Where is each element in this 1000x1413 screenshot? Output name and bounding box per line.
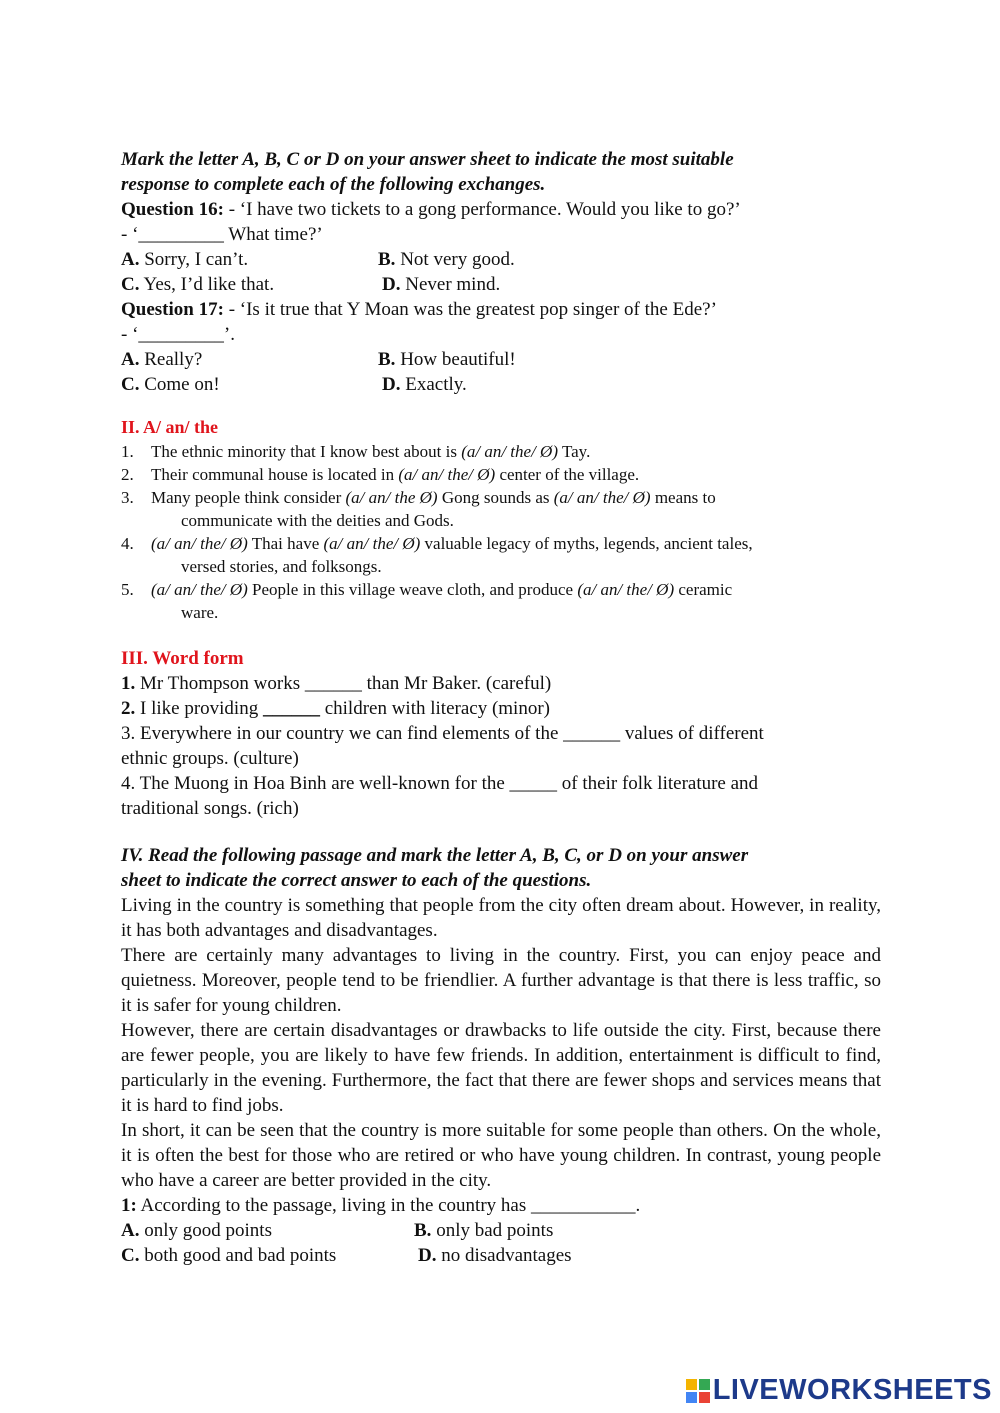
s4-question-1: 1: According to the passage, living in the country has ___________. xyxy=(121,1195,641,1216)
q16-text: - ‘I have two tickets to a gong performance. Would you like to go?’ xyxy=(223,199,741,220)
s3-question-2: 2. I like providing ______ children with literacy (minor) xyxy=(121,698,550,719)
s2-item-5-cont: ware. xyxy=(181,603,219,622)
article-choice[interactable]: (a/ an/ the/ Ø) xyxy=(398,465,496,484)
q17-text: - ‘Is it true that Y Moan was the greatest pop singer of the Ede?’ xyxy=(223,299,717,320)
question-17 xyxy=(121,297,881,322)
q16-options-cd xyxy=(121,272,881,297)
article-choice[interactable]: (a/ an/ the/ Ø) xyxy=(461,442,558,461)
s4-options-cd xyxy=(121,1243,881,1268)
s3-question-1: 1. Mr Thompson works ______ than Mr Baker. (careful) xyxy=(121,673,552,694)
worksheet xyxy=(121,147,881,1268)
article-choice[interactable]: (a/ an/ the/ Ø) xyxy=(577,580,675,599)
s3-question-4: 4. The Muong in Hoa Binh are well-known for the _____ of their folk literature and xyxy=(121,773,759,794)
q17-option-d[interactable]: D. Exactly. xyxy=(382,374,467,395)
q17-options-cd xyxy=(121,372,881,397)
q16-label: Question 16: xyxy=(121,199,224,220)
s4-option-b[interactable]: B. only bad points xyxy=(414,1220,554,1241)
q16-options-ab xyxy=(121,247,881,272)
s2-item-2: 2. Their communal house is located in (a/ an/ the/ Ø) center of the village. xyxy=(121,465,640,484)
q17-options-ab xyxy=(121,347,881,372)
q17-label: Question 17: xyxy=(121,299,224,320)
s3-question-3: 3. Everywhere in our country we can find elements of the ______ values of different xyxy=(121,723,764,744)
q17-option-a[interactable]: A. Really? xyxy=(121,349,203,370)
article-choice[interactable]: (a/ an/ the/ Ø) xyxy=(151,534,248,553)
q17-option-b[interactable]: B. How beautiful! xyxy=(378,349,516,370)
s2-item-4-cont: versed stories, and folksongs. xyxy=(181,557,382,576)
s2-item-1: 1. The ethnic minority that I know best about is (a/ an/ the/ Ø) Tay. xyxy=(121,442,591,461)
blank[interactable]: ______ xyxy=(262,698,320,719)
article-choice[interactable]: (a/ an/ the/ Ø) xyxy=(553,488,651,507)
passage-paragraph-1: Living in the country is something that people from the city often dream about. However, in reality, it has both advantages and disadvantages. xyxy=(121,895,881,941)
s2-item-3: 3. Many people think consider (a/ an/ the Ø) Gong sounds as (a/ an/ the/ Ø) means to xyxy=(121,488,716,507)
q16-option-d[interactable]: D. Never mind. xyxy=(382,274,501,295)
s2-item-4: 4. (a/ an/ the/ Ø) Thai have (a/ an/ the/ Ø) valuable legacy of myths, legends, ancient tales, xyxy=(121,534,753,553)
instruction-line-2: response to complete each of the following exchanges. xyxy=(121,174,546,195)
instruction-line-1: Mark the letter A, B, C or D on your answer sheet to indicate the most suitable xyxy=(121,149,734,170)
passage-paragraph-2: There are certainly many advantages to living in the country. First, you can enjoy peace and quietness. Moreover, people tend to be friendlier. A further advantage is that there is less traffic, so it is safer for young children. xyxy=(121,945,881,1016)
s4-option-c[interactable]: C. both good and bad points xyxy=(121,1245,337,1266)
passage-paragraph-3: However, there are certain disadvantages or drawbacks to life outside the city. First, because there are fewer people, you are likely to have few friends. In addition, entertainment is difficult to find, particularly in the evening. Furthermore, the fact that there are fewer shops and services means that it is hard to find jobs. xyxy=(121,1020,881,1116)
q16-option-c[interactable]: C. Yes, I’d like that. xyxy=(121,274,275,295)
passage-paragraph-4: In short, it can be seen that the country is more suitable for some people than others. On the whole, it is often the best for those who are retired or who have young children. In contrast, young people who have a career are better provided in the city. xyxy=(121,1120,881,1191)
q16-option-b[interactable]: B. Not very good. xyxy=(378,249,515,270)
liveworksheets-footer xyxy=(686,1374,992,1407)
section-2-title: II. A/ an/ the xyxy=(121,417,219,437)
q17-option-c[interactable]: C. Come on! xyxy=(121,374,220,395)
q16-option-a[interactable]: A. Sorry, I can’t. xyxy=(121,249,249,270)
s4-option-a[interactable]: A. only good points xyxy=(121,1220,272,1241)
article-choice[interactable]: (a/ an/ the/ Ø) xyxy=(323,534,421,553)
s4-option-d[interactable]: D. no disadvantages xyxy=(418,1245,572,1266)
s2-item-3-cont: communicate with the deities and Gods. xyxy=(181,511,454,530)
q16-response: - ‘_________ What time?’ xyxy=(121,224,323,245)
section-4-title-2: sheet to indicate the correct answer to each of the questions. xyxy=(121,870,592,891)
s3-question-3-cont: ethnic groups. (culture) xyxy=(121,748,299,769)
liveworksheets-logo-icon xyxy=(686,1379,710,1403)
s4-options-ab xyxy=(121,1218,881,1243)
section-3-title: III. Word form xyxy=(121,648,244,669)
liveworksheets-logo: LIVEWORKSHEETS xyxy=(712,1374,992,1406)
section-4-title-1: IV. Read the following passage and mark the letter A, B, C, or D on your answer xyxy=(121,845,749,866)
question-16 xyxy=(121,197,881,222)
s2-item-5: 5. (a/ an/ the/ Ø) People in this village weave cloth, and produce (a/ an/ the/ Ø) ceramic xyxy=(121,580,733,599)
section-2-items xyxy=(121,440,881,624)
q17-response: - ‘_________’. xyxy=(121,324,235,345)
s3-question-4-cont: traditional songs. (rich) xyxy=(121,798,299,819)
article-choice[interactable]: (a/ an/ the Ø) xyxy=(345,488,438,507)
article-choice[interactable]: (a/ an/ the/ Ø) xyxy=(151,580,248,599)
